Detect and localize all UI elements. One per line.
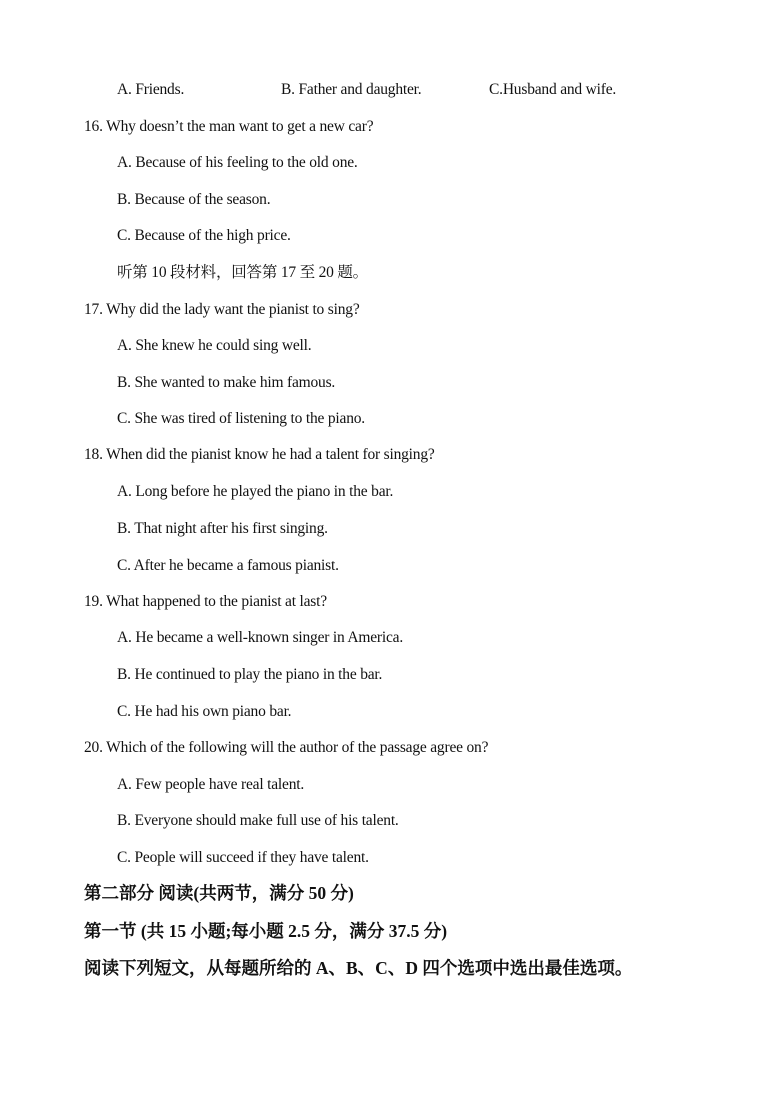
option-b: B. Because of the season. <box>117 191 271 208</box>
question-stem: 18. When did the pianist know he had a talent for singing? <box>84 446 435 463</box>
listening-instruction: 听第 10 段材料，回答第 17 至 20 题。 <box>117 264 368 281</box>
q15-option-a: A. Friends. <box>117 81 185 98</box>
option-a: A. Long before he played the piano in the bar. <box>117 483 394 500</box>
option-b: B. He continued to play the piano in the bar. <box>117 666 383 683</box>
q15-option-c: C.Husband and wife. <box>489 81 617 98</box>
reading-directions: 阅读下列短文，从每题所给的 A、B、C、D 四个选项中选出最佳选项。 <box>84 958 633 978</box>
option-b: B. She wanted to make him famous. <box>117 374 336 391</box>
question-stem: 20. Which of the following will the author of the passage agree on? <box>84 739 489 756</box>
q15-option-b: B. Father and daughter. <box>281 81 422 98</box>
option-c: C. She was tired of listening to the piano. <box>117 410 365 427</box>
option-a: A. Few people have real talent. <box>117 776 305 793</box>
option-b: B. That night after his first singing. <box>117 520 328 537</box>
option-c: C. Because of the high price. <box>117 227 291 244</box>
option-a: A. Because of his feeling to the old one. <box>117 154 358 171</box>
option-a: A. He became a well-known singer in America. <box>117 629 404 646</box>
question-stem: 17. Why did the lady want the pianist to sing? <box>84 301 360 318</box>
section1-heading: 第一节 (共 15 小题;每小题 2.5 分，满分 37.5 分) <box>84 921 448 941</box>
question-stem: 19. What happened to the pianist at last? <box>84 593 327 610</box>
option-c: C. People will succeed if they have talent. <box>117 849 369 866</box>
part2-heading: 第二部分 阅读(共两节，满分 50 分) <box>84 883 354 903</box>
question-stem: 16. Why doesn’t the man want to get a new car? <box>84 118 374 135</box>
option-a: A. She knew he could sing well. <box>117 337 312 354</box>
option-c: C. After he became a famous pianist. <box>117 557 339 574</box>
option-b: B. Everyone should make full use of his talent. <box>117 812 399 829</box>
option-c: C. He had his own piano bar. <box>117 703 292 720</box>
